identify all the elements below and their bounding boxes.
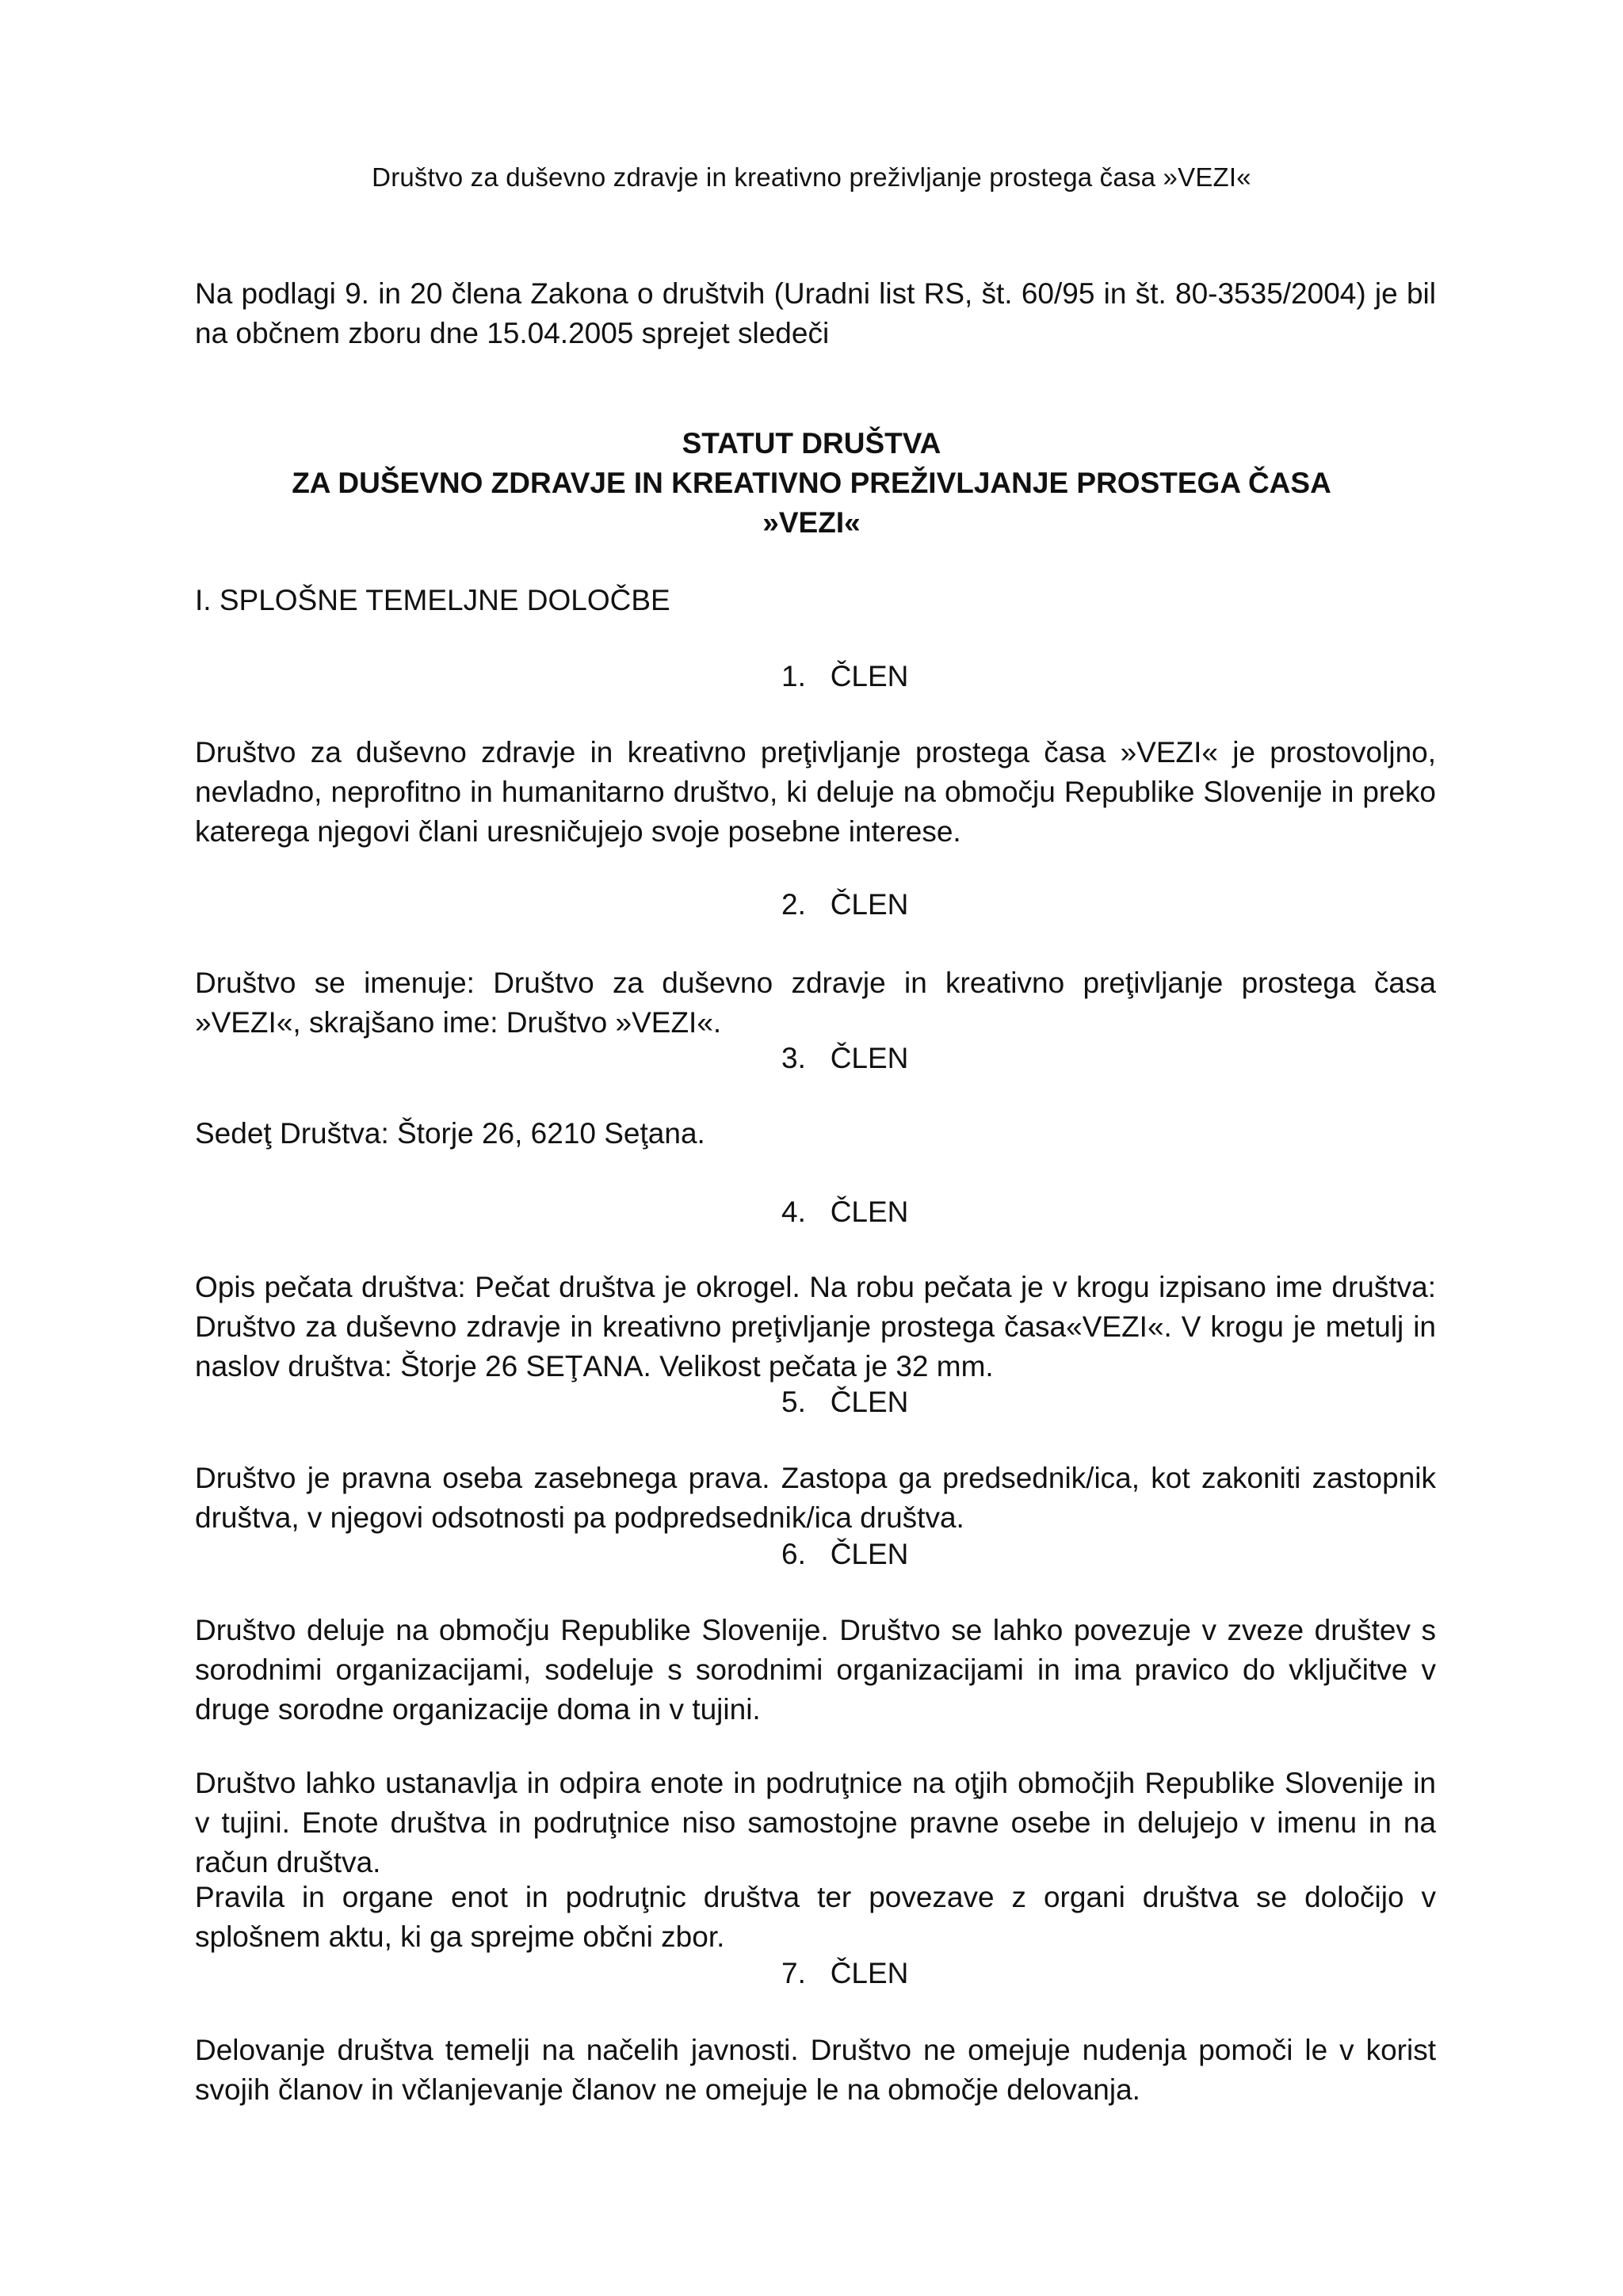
article-6-paragraph-3: Pravila in organe enot in podruţnic društva ter povezave z organi društva se določijo v splošnem aktu, ki ga sprejme občni zbor. [195, 1881, 1436, 1953]
article-1-heading: 1. ČLEN [781, 660, 909, 692]
article-6-heading: 6. ČLEN [781, 1538, 909, 1570]
intro-paragraph: Na podlagi 9. in 20 člena Zakona o društvih (Uradni list RS, št. 60/95 in št. 80-3535/2004) je bil na občnem zboru dne 15.04.2005 sprejet sledeči [195, 277, 1436, 349]
article-2-heading: 2. ČLEN [781, 888, 909, 921]
article-7-paragraph: Delovanje društva temelji na načelih javnosti. Društvo ne omejuje nudenja pomoči le v korist svojih članov in včlanjevanje članov ne omejuje le na območje delovanja. [195, 2034, 1436, 2106]
article-5-paragraph: Društvo je pravna oseba zasebnega prava. Zastopa ga predsednik/ica, kot zakoniti zastopnik društva, v njegovi odsotnosti pa podpredsednik/ica društva. [195, 1462, 1436, 1534]
statute-title-line-3: »VEZI« [762, 506, 861, 539]
article-4-heading: 4. ČLEN [781, 1196, 909, 1228]
article-2-paragraph: Društvo se imenuje: Društvo za duševno zdravje in kreativno preţivljanje prostega časa »VEZI«, skrajšano ime: Društvo »VEZI«. [195, 967, 1436, 1039]
statute-title-line-2: ZA DUŠEVNO ZDRAVJE IN KREATIVNO PREŽIVLJANJE PROSTEGA ČASA [292, 467, 1331, 499]
article-7-heading: 7. ČLEN [781, 1957, 909, 1989]
article-6-paragraph-2: Društvo lahko ustanavlja in odpira enote in podruţnice na oţjih območjih Republike Slovenije in v tujini. Enote društva in podruţnice niso samostojne pravne osebe in delujejo v imenu in na račun društva. [195, 1767, 1436, 1878]
article-3-heading: 3. ČLEN [781, 1042, 909, 1074]
article-4-paragraph: Opis pečata društva: Pečat društva je okrogel. Na robu pečata je v krogu izpisano ime društva: Društvo za duševno zdravje in kreativno preţivljanje prostega časa«VEZI«. V krogu je metulj in naslov društva: Štorje 26 SEŢANA. Velikost pečata je 32 mm. [195, 1271, 1436, 1383]
statute-title-line-1: STATUT DRUŠTVA [682, 427, 941, 460]
section-heading: I. SPLOŠNE TEMELJNE DOLOČBE [195, 584, 670, 616]
article-6-paragraph-1: Društvo deluje na območju Republike Slovenije. Društvo se lahko povezuje v zveze društev s sorodnimi organizacijami, sodeluje s sorodnimi organizacijami in ima pravico do vključitve v druge sorodne organizacije doma in v tujini. [195, 1614, 1436, 1726]
article-3-paragraph: Sedeţ Društva: Štorje 26, 6210 Seţana. [195, 1117, 705, 1150]
article-1-paragraph: Društvo za duševno zdravje in kreativno preţivljanje prostega časa »VEZI« je prostovoljno, nevladno, neprofitno in humanitarno društvo, ki deluje na območju Republike Slovenije in preko katerega njegovi člani uresničujejo svoje posebne interese. [195, 736, 1436, 848]
article-5-heading: 5. ČLEN [781, 1386, 909, 1418]
page-header: Društvo za duševno zdravje in kreativno preživljanje prostega časa »VEZI« [372, 162, 1251, 192]
